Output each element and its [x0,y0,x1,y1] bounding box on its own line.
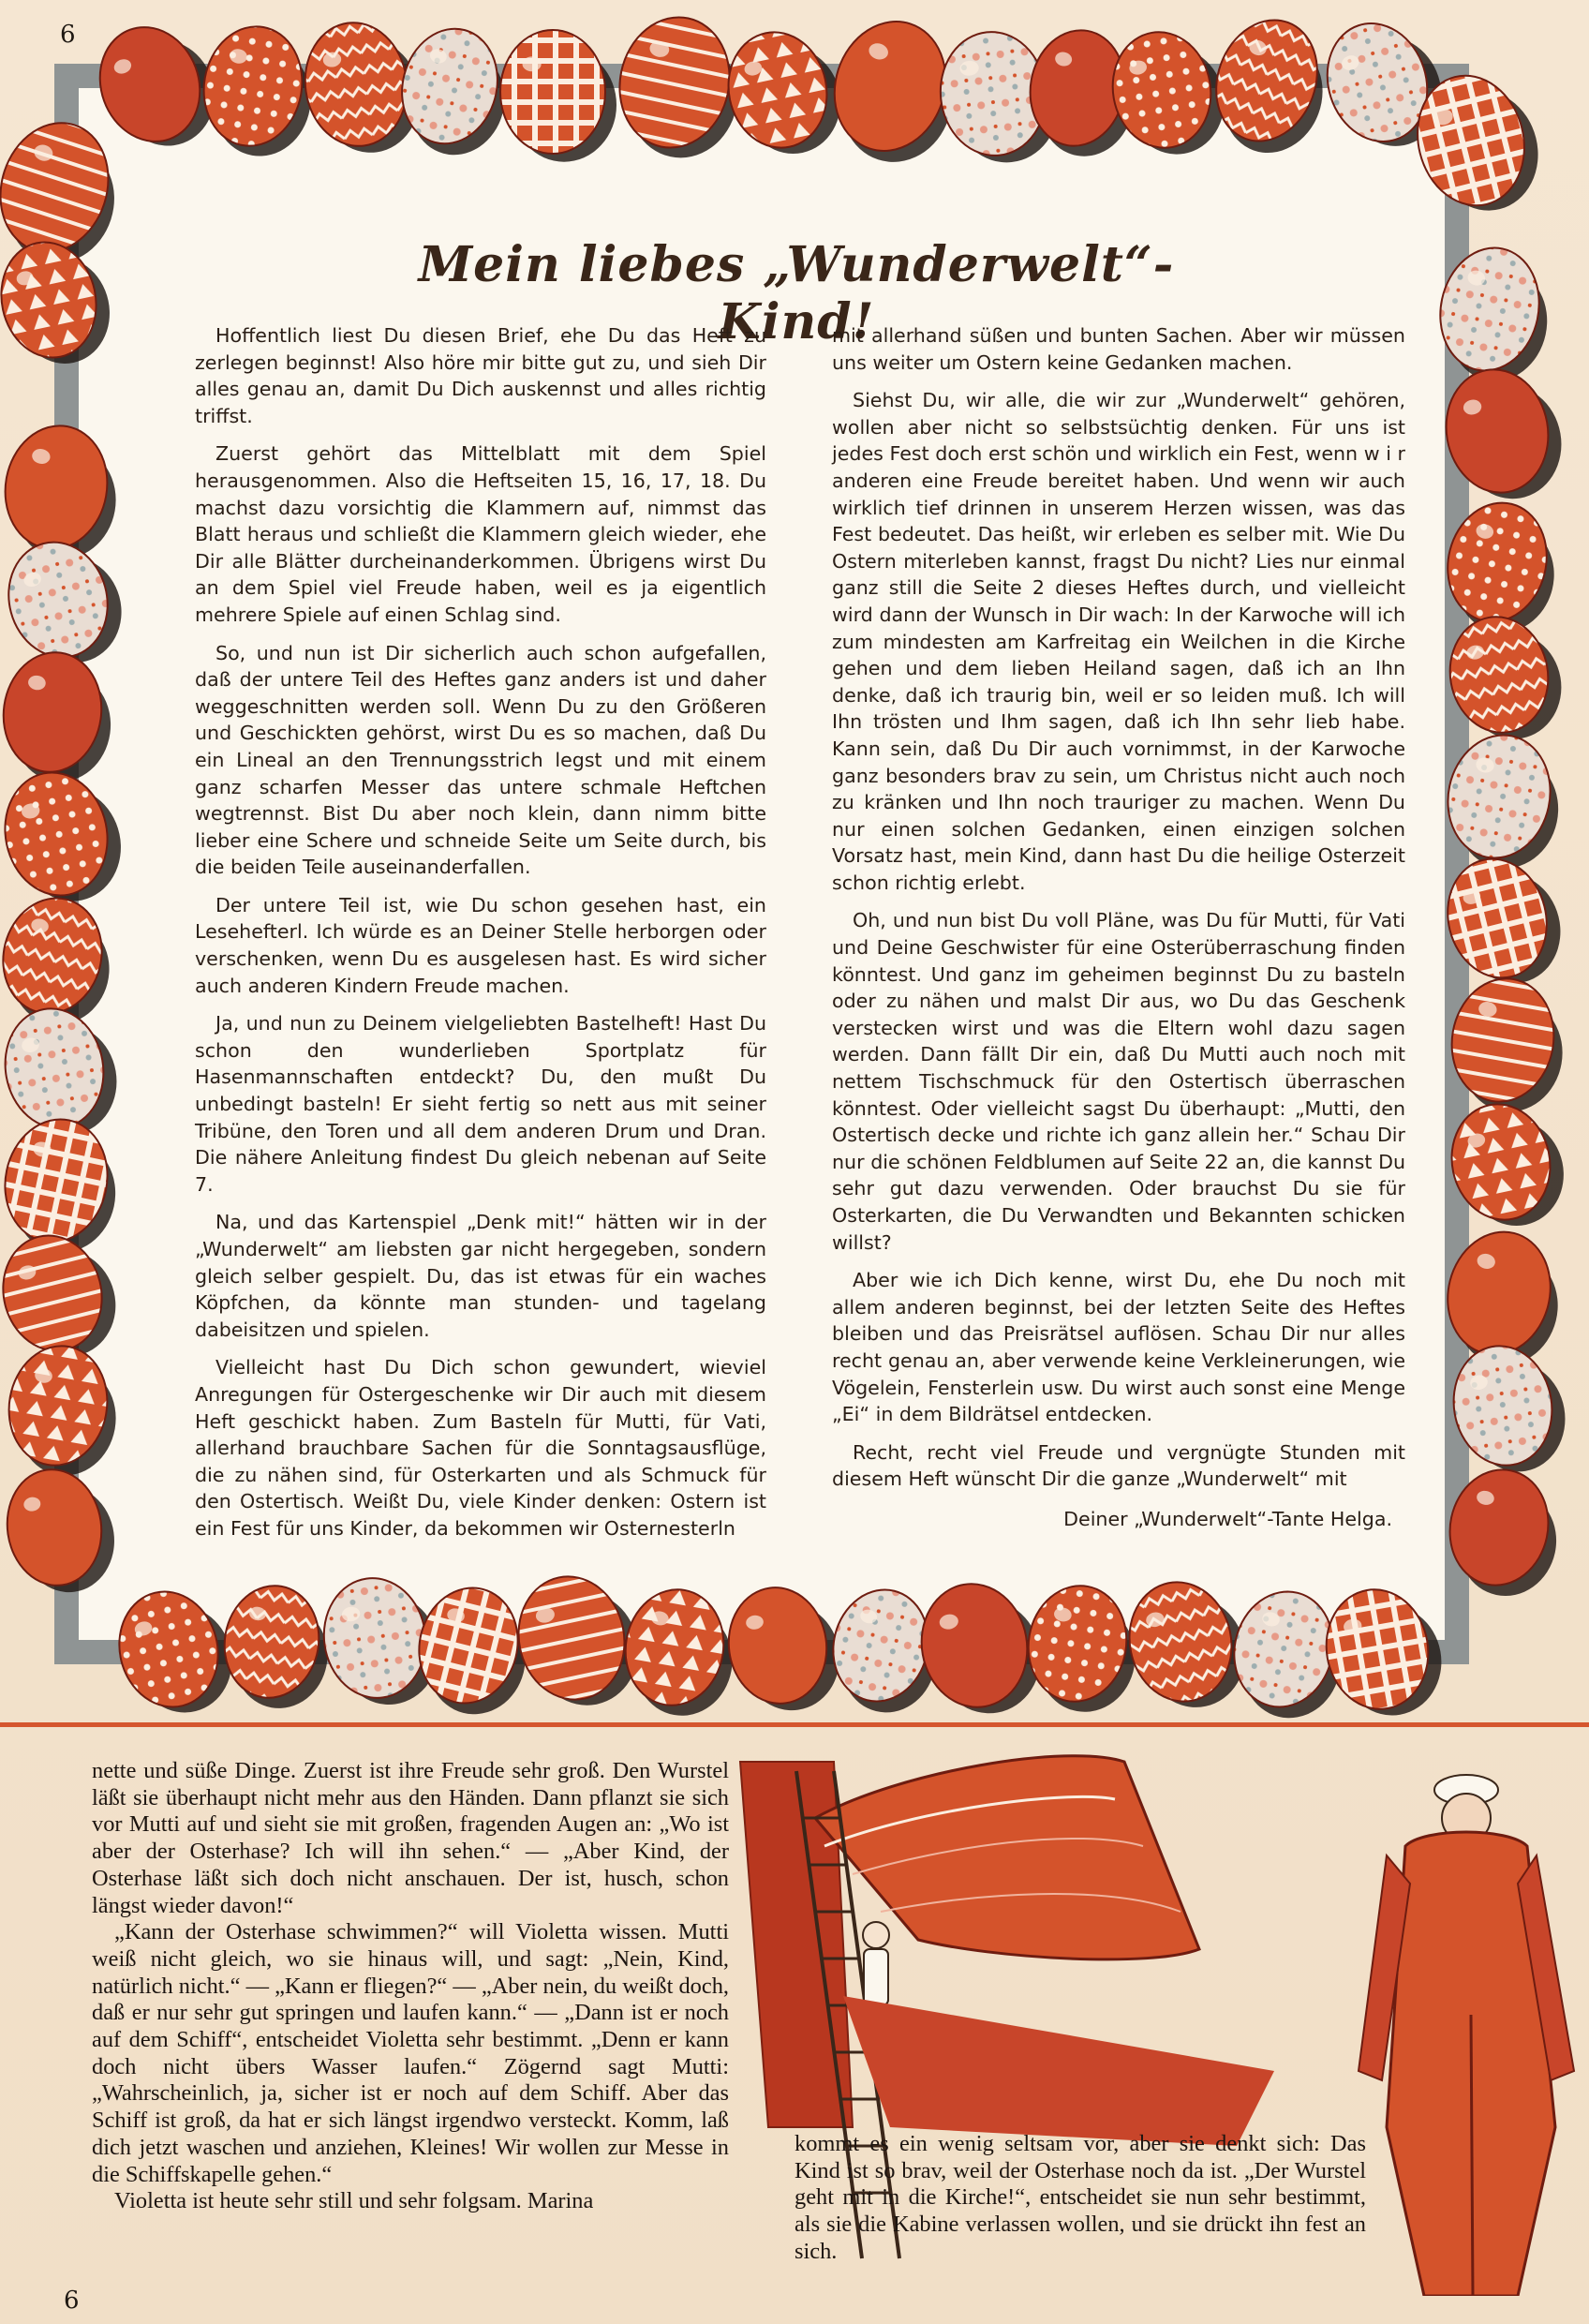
easter-egg [1197,6,1344,167]
easter-egg [215,1578,339,1716]
easter-egg [1017,1578,1146,1720]
letter-paragraph: Aber wie ich Dich kenne, wirst Du, ehe Du noch mit allem anderen beginnst, bei der letzten Seite des Heftes bleiben und das Preisrätsel auflösen. Schau Dir nur alles recht genau an, aber verwende keine Verkleinerungen, wie Vögelein, Fensterlein usw. Du wirst auch sonst eine Menge „Ei“ in dem Bildrätsel entdecken. [832,1269,1405,1426]
letter-column-right [832,322,1405,1533]
easter-egg [721,1580,846,1719]
story-paragraph: kommt es ein wenig seltsam vor, aber sie denkt sich: Das Kind ist so brav, weil der Osterhase noch da ist. „Der Wurstel geht mit in die Kirche!“, entscheidet sie nun sehr bestimmt, als sie die Kabine verlassen wollen, und sie drückt ihn fest an sich. [794,2131,1366,2264]
story-column-left [92,1758,729,2215]
easter-egg [1441,1093,1573,1237]
story-column-right [794,2131,1366,2266]
easter-egg [500,30,616,162]
letter-title: Mein liebes „Wunderwelt“-Kind! [418,236,1175,350]
letter-paragraph: Na, und das Kartenspiel „Denk mit!“ hätten wir in der „Wunderwelt“ am liebsten gar nicht hergegeben, sondern gleich selber gespielt. Du, das ist etwas für ein waches Köpfchen, da könnte man stunden- und tagelang dabeisitzen und spielen. [195,1211,766,1341]
easter-egg [0,646,120,788]
letter-paragraph: Ja, und nun zu Deinem vielgeliebten Bastelheft! Hast Du schon den wunderlieben Sportplatz für Hasenmannschaften entdeckt? Du, den mußt Du unbedingt basteln! Er sieht fertig so nett aus mit seiner Tribüne, den Toren und all dem anderen Drum und Dran. Die nähere Anleitung findest Du gleich nebenan auf Seite 7. [195,1012,766,1196]
easter-egg [1317,1580,1450,1724]
easter-egg [1104,22,1232,164]
letter-paragraph: Siehst Du, wir alle, die wir zur „Wunderwelt“ gehören, wollen aber nicht so selbstsüchtig denken. Für uns ist jedes Fest doch erst schön und wirklich ein Fest, wenn w i r anderen eine Freude bereitet haben. Und wenn wir auch wirklich tief drinnen in unserem Herzen wissen, was das Fest bedeutet. Das heißt, wir erleben es selber mit. Wie Du Ostern miterleben kannst, fragst Du nicht? Lies nur einmal ganz still die Seite 2 dieses Heftes durch, und vielleicht wird dann der Wunsch in Dir wach: In der Karwoche will ich zum mindesten am Karfreitag ein Weilchen in die Kirche gehen und dem lieben Heiland sagen, daß ich an Ihn denke, daß ich traurig bin, weil er so leiden muß. Ich will Ihn trösten und Ihm sagen, daß ich Ihn sehr lieb habe. Kann sein, daß Du Dir auch vornimmst, in der Karwoche ganz besonders brav zu sein, um Christus nicht auch noch zu kränken und Ihn noch trauriger zu machen. Wenn Du nur einen solchen Gedanken, einen einzigen solchen Vorsatz hast, mein Kind, dann hast Du die heilige Osterzeit schon richtig erlebt. [832,389,1405,894]
easter-egg [1445,1336,1574,1482]
letter-column-left [195,322,766,1554]
page-number-top: 6 [60,21,76,49]
letter-paragraph: Vielleicht hast Du Dich schon gewundert, wieviel Anregungen für Ostergeschenke wir Dir auch mit diesem Heft geschickt haben. Zum Basteln für Mutti, für Vati, allerhand brauchbare Sachen für die Sonntagsausflüge, die zu nähen sind, für Osterkarten und als Schmuck für den Ostertisch. Weißt Du, viele Kinder denken: Ostern ist ein Fest für uns Kinder, da bekommen wir Osternesterln [195,1356,766,1540]
easter-egg [1435,845,1572,996]
letter-paragraph: mit allerhand süßen und bunten Sachen. Aber wir müssen uns weiter um Ostern keine Gedanken machen. [832,324,1405,374]
easter-egg [193,19,322,164]
easter-egg [1436,360,1570,509]
letter-paragraph: Oh, und nun bist Du voll Pläne, was Du für Mutti, für Vati und Deine Geschwister für eine Osterüberraschung finden könntest. Und ganz im geheimen beginnst Du zu basteln oder zu nähen und malst Dir aus, wo Du das Geschenk verstecken wirst und was die Eltern wohl dazu sagen werden. Dann fällt Dir ein, daß Du Mutti auch noch mit nettem Tischschmuck für den Ostertisch überraschen könntest. Oder vielleicht sagst Du überhaupt: „Mutti, den Ostertisch decke und richte ich ganz allein her.“ Schau Dir nur die schönen Feldblumen auf Seite 22 an, die kannst Du sehr gut dazu verwenden. Oder brauchst Du sie für Osterkarten, die Du Verwandten und Bekannten schicken willst? [832,909,1405,1254]
easter-egg [108,1578,244,1724]
story-paragraph: „Kann der Osterhase schwimmen?“ will Violetta wissen. Mutti weiß nicht gleich, wo sie hinaus will, und sagt: „Nein, Kind, natürlich nicht.“ — „Kann er fliegen?“ — „Aber nein, du weißt doch, daß er nur sehr gut springen und laufen kann.“ — „Dann ist er noch auf dem Schiff“, entscheidet Violetta sehr bestimmt. „Denn er kann doch nicht übers Wasser laufen.“ Zögernd sagt Mutti: „Wahrscheinlich, ja, sicher ist er noch auf dem Schiff. Aber das Schiff ist groß, da hat er sich längst irgendwo versteckt. Komm, laß dich jetzt waschen und anziehen, Kleines! Wir wollen zur Messe in die Schiffskapelle gehen.“ [92,1919,729,2187]
easter-egg [1441,971,1575,1120]
easter-egg [0,231,119,374]
letter-paragraph: Zuerst gehört das Mittelblatt mit dem Spiel herausgenommen. Also die Heftseiten 15, 16, 17, 18. Du machst dazu vorsichtig die Klammern auf, nimmst das Blatt heraus und schließt die Klammern gleich wieder, ehe Dir alle Blätter durcheinanderkommen. Übrigens wirst Du an dem Spiel viel Freude haben, weil es ja eigentlich mehrere Spiele auf einen Schlag sind. [195,442,766,626]
easter-egg [1435,725,1573,878]
easter-egg [718,21,850,165]
easter-egg [615,1582,743,1723]
letter-paragraph: Hoffentlich liest Du diesen Brief, ehe Du das Heft zu zerlegen beginnst! Also höre mir bitte gut zu, und sieh Dir alles genau an, damit Du Dich auskennst und alles richtig triffst. [195,324,766,427]
letter-signature: Deiner „Wunderwelt“-Tante Helga. [1063,1507,1392,1530]
letter-paragraph: So, und nun ist Dir sicherlich auch schon aufgefallen, daß der untere Teil des Heftes ganz anders ist und daher weggeschnitten werden soll. Wenn Du zu den Größeren und Geschickten gehörst, wirst Du es so machen, daß Du ein Lineal an den Trennungsstrich legst und mit einem ganz scharfen Messer das untere schmale Heftchen wegtrennst. Bist Du aber noch klein, dann nimm bitte lieber eine Schere und schneide Seite um Seite durch, bis die beiden Teile auseinanderfallen. [195,641,766,879]
easter-egg [1441,607,1569,749]
page-number-bottom: 6 [64,2287,80,2315]
letter-paragraph: Recht, recht viel Freude und vergnügte Stunden mit diesem Heft wünscht Dir die ganze „Wunderwelt“ mit [832,1440,1405,1491]
easter-egg [0,1462,121,1600]
section-divider [0,1722,1589,1727]
easter-egg [1428,239,1562,391]
easter-egg [1437,1461,1569,1605]
easter-egg [0,761,131,914]
easter-egg [0,1338,127,1483]
story-paragraph: Violetta ist heute sehr still und sehr folgsam. Marina [114,2188,594,2214]
story-paragraph: nette und süße Dinge. Zuerst ist ihre Freude sehr groß. Den Wurstel läßt sie überhaupt nicht mehr aus den Händen. Dann pflanzt sie sich vor Mutti auf und sieht sie mit großen, fragenden Augen an: „Wo ist aber der Osterhase? Ich will ihn sehen.“ — „Aber Kind, der Osterhase läßt sich doch nicht anschauen. Der ist, husch, schon längst wieder davon!“ [92,1758,729,1918]
letter-paragraph: Der untere Teil ist, wie Du schon gesehen hast, ein Lesehefterl. Ich würde es an Deiner Stelle herborgen oder verschenken, wenn Du es ausgelesen hast. Es wird sicher auch anderen Kindern Freude machen. [195,893,766,997]
